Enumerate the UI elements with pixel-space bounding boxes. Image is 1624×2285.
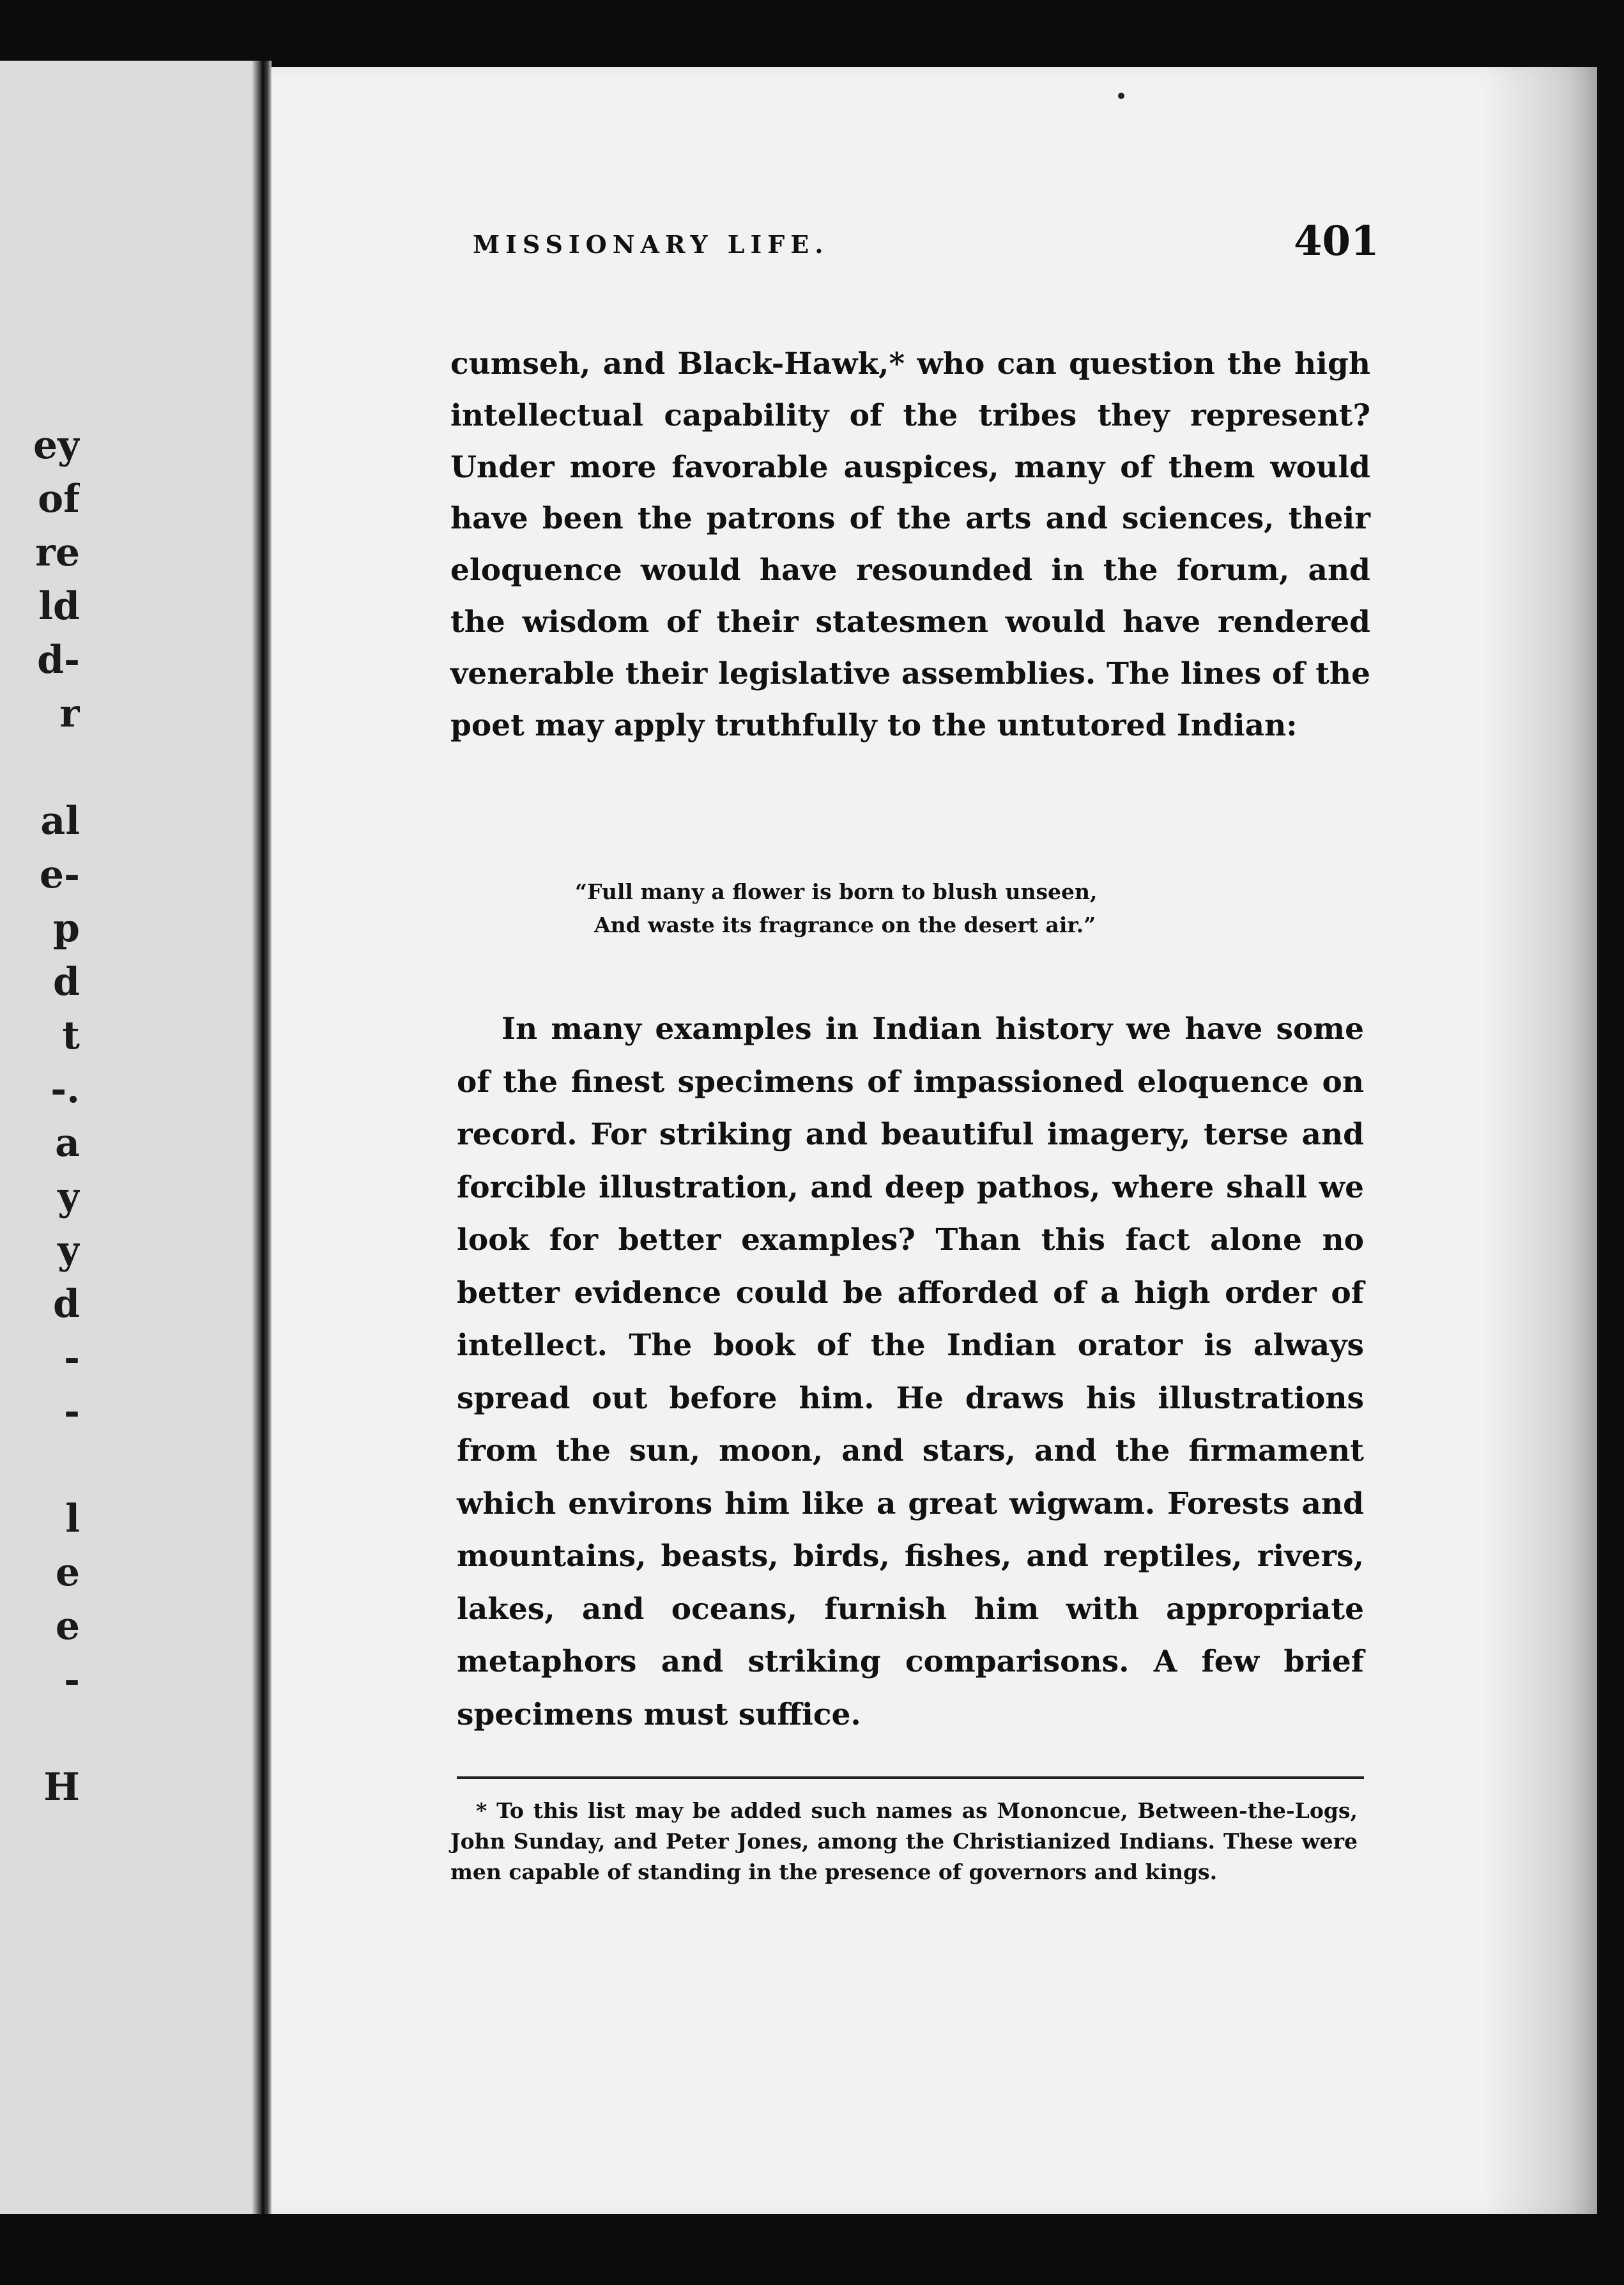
- edge-fragment: -: [64, 1389, 80, 1434]
- edge-fragment: ld: [38, 584, 80, 629]
- edge-fragment: e-: [39, 852, 80, 897]
- footnote-text: * To this list may be added such names as Mononcue, Between-the-Logs, John Sunday, and Peter Jones, among the Christianized Indians. These were men capable of standing in the presence of governors and kings.: [450, 1798, 1358, 1884]
- body-text-upper: [450, 339, 1370, 751]
- quote-line-2: And waste its fragrance on the desert air.”: [594, 912, 1096, 937]
- edge-fragment: p: [53, 906, 80, 951]
- footnote-divider: [457, 1776, 1364, 1779]
- paragraph-1: cumseh, and Black-Hawk,* who can question the high intellectual capability of the tribes they represent? Under more favorable auspices, many of them would have been the patrons of the arts and sciences, their eloquence would have resounded in the forum, and the wisdom of their statesmen would have rendered venerable their legislative assemblies. The lines of the poet may apply truthfully to the untutored Indian:: [450, 346, 1370, 743]
- edge-fragment: d: [53, 960, 80, 1004]
- body-text-lower: [457, 1003, 1364, 1741]
- edge-fragment: e: [55, 1604, 80, 1649]
- previous-page-text-fragments: [0, 419, 80, 1810]
- edge-fragment: a: [55, 1121, 80, 1166]
- edge-fragment: [0, 1438, 80, 1492]
- edge-fragment: [0, 1814, 80, 1868]
- edge-fragment: -.: [50, 1067, 80, 1112]
- paragraph-2: In many examples in Indian history we have some of the finest specimens of impassioned eloquence on record. For striking and beautiful imagery, terse and forcible illustration, and deep pathos, where shall we look for better examples? Than this fact alone no better evidence could be afforded of a high order of intellect. The book of the Indian orator is always spread out before him. He draws his illustrations from the sun, moon, and stars, and the firmament which environs him like a great wigwam. Forests and mountains, beasts, birds, fishes, and reptiles, rivers, lakes, and oceans, furnish him with appropriate metaphors and striking comparisons. A few brief specimens must suffice.: [457, 1012, 1364, 1732]
- edge-fragment: t: [62, 1013, 80, 1058]
- footnote: [450, 1796, 1358, 1888]
- edge-fragment: e: [55, 1550, 80, 1595]
- edge-fragment: d: [53, 1282, 80, 1327]
- edge-fragment: re: [35, 530, 80, 575]
- edge-fragment: H: [43, 1765, 80, 1810]
- edge-fragment: ey: [33, 423, 80, 468]
- edge-fragment: d-: [37, 638, 80, 682]
- book-binding-gutter: [252, 61, 272, 2272]
- edge-fragment: y: [57, 1174, 80, 1219]
- scan-bottom-border: [0, 2214, 1624, 2285]
- page-number: 401: [1294, 217, 1379, 265]
- edge-fragment: -: [64, 1658, 80, 1702]
- edge-fragment: r: [59, 691, 80, 736]
- edge-fragment: of: [38, 477, 80, 521]
- ink-speck: [1118, 93, 1124, 99]
- edge-fragment: [0, 1707, 80, 1760]
- poetry-quotation: [575, 875, 1278, 942]
- previous-page-edge: [0, 61, 252, 2284]
- edge-fragment: -: [64, 1335, 80, 1380]
- running-head: MISSIONARY LIFE.: [473, 230, 829, 259]
- page-shadow: [1482, 67, 1597, 2214]
- edge-fragment: [0, 741, 80, 794]
- edge-fragment: al: [40, 799, 80, 843]
- edge-fragment: l: [65, 1496, 80, 1541]
- quote-line-1: “Full many a flower is born to blush unseen,: [575, 879, 1098, 904]
- edge-fragment: y: [57, 1228, 80, 1273]
